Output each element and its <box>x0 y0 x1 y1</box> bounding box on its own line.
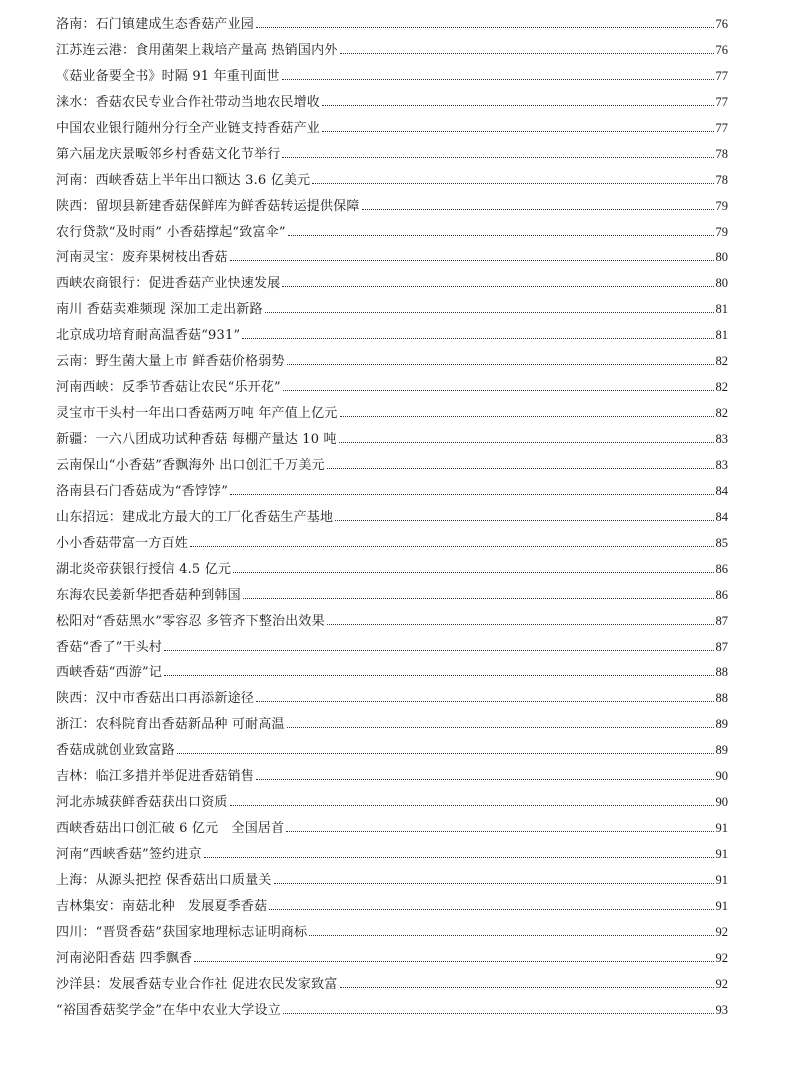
toc-entry-page-number: 77 <box>715 68 728 83</box>
toc-entry[interactable] <box>56 505 728 531</box>
toc-entry-title: 西峡香菇出口创汇破 6 亿元 全国居首 <box>56 821 285 837</box>
toc-entry-title: 北京成功培育耐高温香菇“931” <box>56 328 241 344</box>
toc-entry-page-number: 78 <box>715 172 728 187</box>
toc-entry-title: 小小香菇带富一方百姓 <box>56 535 189 551</box>
toc-dot-leader <box>287 364 714 365</box>
toc-entry[interactable] <box>56 323 728 349</box>
toc-entry-title: 香菇“香了”干头村 <box>56 639 163 655</box>
toc-dot-leader <box>309 935 713 936</box>
toc-dot-leader <box>256 779 713 780</box>
toc-entry[interactable] <box>56 38 728 64</box>
toc-dot-leader <box>265 312 714 313</box>
toc-entry-title: 河南“西峡香菇”签约进京 <box>56 847 202 862</box>
toc-entry[interactable] <box>56 764 728 790</box>
toc-entry-page-number: 78 <box>715 146 728 161</box>
toc-entry[interactable] <box>56 90 728 116</box>
toc-entry[interactable] <box>56 271 728 297</box>
toc-entry[interactable] <box>56 712 728 738</box>
toc-entry-title: 灵宝市干头村一年出口香菇两万吨 年产值上亿元 <box>56 406 338 422</box>
toc-dot-leader <box>194 961 713 962</box>
toc-entry-page-number: 82 <box>715 406 728 421</box>
toc-entry[interactable] <box>56 972 728 998</box>
toc-entry-title: 吉林：临江多措并举促进香菇销售 <box>56 769 255 785</box>
toc-entry-title: 四川：“晋贤香菇”获国家地理标志证明商标 <box>56 924 308 940</box>
toc-entry-page-number: 85 <box>715 535 728 550</box>
toc-entry[interactable] <box>56 583 728 609</box>
toc-entry-title: 农行贷款“及时雨” 小香菇撑起“致富伞” <box>56 224 286 240</box>
toc-dot-leader <box>288 235 714 236</box>
toc-entry-title: 新疆：一六八团成功试种香菇 每棚产量达 10 吨 <box>56 432 337 447</box>
toc-entry-page-number: 88 <box>715 665 728 680</box>
toc-entry-page-number: 76 <box>715 42 728 57</box>
toc-dot-leader <box>177 753 714 754</box>
toc-entry[interactable] <box>56 738 728 764</box>
toc-entry-title: 陕西：留坝县新建香菇保鲜库为鲜香菇转运提供保障 <box>56 198 360 214</box>
toc-entry-page-number: 77 <box>715 94 728 109</box>
toc-entry-page-number: 93 <box>715 1002 728 1017</box>
toc-entry-title: 南川 香菇卖难频现 深加工走出新路 <box>56 302 263 318</box>
toc-entry[interactable] <box>56 453 728 479</box>
toc-entry-page-number: 90 <box>715 795 728 810</box>
toc-entry[interactable] <box>56 660 728 686</box>
toc-entry-page-number: 92 <box>715 976 728 991</box>
toc-dot-leader <box>256 701 713 702</box>
toc-entry[interactable] <box>56 245 728 271</box>
toc-entry-title: 松阳对“香菇黑水”零容忍 多管齐下整治出效果 <box>56 613 325 629</box>
toc-entry-title: 浙江：农科院育出香菇新品种 可耐高温 <box>56 717 285 733</box>
toc-entry-page-number: 89 <box>715 717 728 732</box>
toc-entry-title: 河南灵宝：废弃果树枝出香菇 <box>56 250 228 266</box>
toc-entry[interactable] <box>56 609 728 635</box>
toc-entry-title: 河南：西峡香菇上半年出口额达 3.6 亿美元 <box>56 172 311 188</box>
table-of-contents <box>56 12 728 1024</box>
toc-entry-title: 吉林集安：南菇北种 发展夏季香菇 <box>56 898 268 914</box>
toc-entry-page-number: 92 <box>715 924 728 939</box>
toc-entry-page-number: 91 <box>715 872 728 887</box>
toc-entry-page-number: 86 <box>715 587 728 602</box>
toc-entry-page-number: 79 <box>715 224 728 239</box>
toc-entry[interactable] <box>56 349 728 375</box>
toc-entry[interactable] <box>56 401 728 427</box>
toc-entry[interactable] <box>56 686 728 712</box>
toc-entry-page-number: 84 <box>715 509 728 524</box>
toc-entry-page-number: 83 <box>715 432 728 446</box>
toc-dot-leader <box>242 338 713 339</box>
toc-dot-leader <box>340 53 714 54</box>
toc-entry-title: 西峡农商银行：促进香菇产业快速发展 <box>56 276 281 292</box>
toc-dot-leader <box>164 675 713 676</box>
toc-dot-leader <box>339 442 714 443</box>
toc-dot-leader <box>256 27 713 28</box>
toc-entry[interactable] <box>56 375 728 401</box>
toc-dot-leader <box>282 157 713 158</box>
toc-entry[interactable] <box>56 220 728 246</box>
toc-dot-leader <box>335 520 713 521</box>
toc-entry-title: 河南西峡：反季节香菇让农民“乐开花” <box>56 380 281 396</box>
toc-entry-title: 湖北炎帝获银行授信 4.5 亿元 <box>56 561 232 577</box>
toc-entry-page-number: 84 <box>715 483 728 498</box>
toc-dot-leader <box>283 1013 714 1014</box>
toc-dot-leader <box>164 650 713 651</box>
toc-entry-title: 沙洋县：发展香菇专业合作社 促进农民发家致富 <box>56 976 338 992</box>
toc-entry-title: 香菇成就创业致富路 <box>56 743 175 759</box>
toc-entry[interactable] <box>56 64 728 90</box>
toc-entry-title: 江苏连云港：食用菌架上栽培产量高 热销国内外 <box>56 42 338 58</box>
toc-entry-title: 上海：从源头把控 保香菇出口质量关 <box>56 872 272 888</box>
toc-dot-leader <box>233 572 713 573</box>
toc-entry[interactable] <box>56 557 728 583</box>
toc-dot-leader <box>274 883 714 884</box>
toc-dot-leader <box>269 909 713 910</box>
toc-dot-leader <box>327 468 714 469</box>
toc-entry-page-number: 76 <box>715 17 728 31</box>
toc-entry-title: 《菇业备要全书》时隔 91 年重刊面世 <box>56 68 280 84</box>
toc-entry-page-number: 82 <box>715 380 728 395</box>
toc-entry-title: 洛南县石门香菇成为“香饽饽” <box>56 483 229 499</box>
toc-entry[interactable] <box>56 479 728 505</box>
toc-entry-page-number: 88 <box>715 691 728 706</box>
toc-dot-leader <box>312 183 713 184</box>
toc-dot-leader <box>362 209 714 210</box>
toc-entry-page-number: 90 <box>715 769 728 784</box>
toc-entry-page-number: 82 <box>715 354 728 369</box>
toc-entry-title: 第六届龙庆景畈邻乡村香菇文化节举行 <box>56 146 281 162</box>
toc-entry[interactable] <box>56 946 728 972</box>
toc-dot-leader <box>287 727 714 728</box>
toc-entry[interactable] <box>56 142 728 168</box>
toc-entry-page-number: 80 <box>715 276 728 291</box>
toc-entry-title: 东海农民姜新华把香菇种到韩国 <box>56 587 241 603</box>
toc-dot-leader <box>340 987 714 988</box>
toc-entry-title: 山东招远：建成北方最大的工厂化香菇生产基地 <box>56 509 334 525</box>
toc-dot-leader <box>282 286 713 287</box>
toc-dot-leader <box>230 260 714 261</box>
toc-entry-page-number: 91 <box>715 898 728 913</box>
toc-entry[interactable] <box>56 790 728 816</box>
toc-entry-title: 西峡香菇“西游”记 <box>56 665 163 681</box>
toc-entry-page-number: 89 <box>715 743 728 758</box>
toc-entry[interactable] <box>56 531 728 557</box>
toc-dot-leader <box>286 831 713 832</box>
toc-entry-title: 陕西：汉中市香菇出口再添新途径 <box>56 691 255 707</box>
toc-dot-leader <box>243 598 714 599</box>
toc-dot-leader <box>230 805 714 806</box>
toc-entry-page-number: 81 <box>715 302 728 317</box>
toc-dot-leader <box>283 390 714 391</box>
toc-entry[interactable] <box>56 894 728 920</box>
toc-dot-leader <box>327 624 714 625</box>
toc-entry[interactable] <box>56 194 728 220</box>
toc-entry-page-number: 86 <box>715 561 728 576</box>
toc-entry-page-number: 91 <box>715 821 728 836</box>
toc-entry-page-number: 92 <box>715 950 728 965</box>
toc-entry-page-number: 91 <box>715 847 728 861</box>
toc-dot-leader <box>230 494 713 495</box>
toc-entry-title: 洛南：石门镇建成生态香菇产业园 <box>56 17 255 32</box>
toc-entry-title: “裕国香菇奖学金”在华中农业大学设立 <box>56 1002 281 1018</box>
toc-entry-page-number: 77 <box>715 120 728 135</box>
toc-entry[interactable] <box>56 168 728 194</box>
toc-entry-page-number: 79 <box>715 198 728 213</box>
toc-entry[interactable] <box>56 297 728 323</box>
toc-entry-page-number: 80 <box>715 250 728 265</box>
toc-dot-leader <box>282 79 714 80</box>
toc-entry-title: 云南保山“小香菇”香飘海外 出口创汇千万美元 <box>56 457 325 473</box>
toc-entry[interactable] <box>56 116 728 142</box>
toc-entry-page-number: 83 <box>715 457 728 472</box>
toc-entry-page-number: 87 <box>715 639 728 654</box>
toc-entry[interactable] <box>56 427 728 453</box>
toc-entry[interactable] <box>56 998 728 1024</box>
toc-entry-title: 中国农业银行随州分行全产业链支持香菇产业 <box>56 120 321 136</box>
toc-dot-leader <box>322 131 713 132</box>
toc-entry-title: 河南泌阳香菇 四季飘香 <box>56 950 193 966</box>
toc-entry-page-number: 87 <box>715 613 728 628</box>
toc-entry[interactable] <box>56 12 728 38</box>
toc-entry[interactable] <box>56 868 728 894</box>
toc-dot-leader <box>190 546 713 547</box>
toc-dot-leader <box>204 857 714 858</box>
toc-entry[interactable] <box>56 842 728 868</box>
toc-dot-leader <box>322 105 713 106</box>
toc-entry-title: 河北赤城获鲜香菇获出口资质 <box>56 795 228 811</box>
toc-dot-leader <box>340 416 714 417</box>
toc-entry-page-number: 81 <box>715 328 728 343</box>
toc-entry[interactable] <box>56 816 728 842</box>
toc-entry[interactable] <box>56 920 728 946</box>
toc-entry-title: 云南：野生菌大量上市 鲜香菇价格弱势 <box>56 354 285 370</box>
toc-entry-title: 涞水：香菇农民专业合作社带动当地农民增收 <box>56 94 321 110</box>
toc-entry[interactable] <box>56 635 728 661</box>
